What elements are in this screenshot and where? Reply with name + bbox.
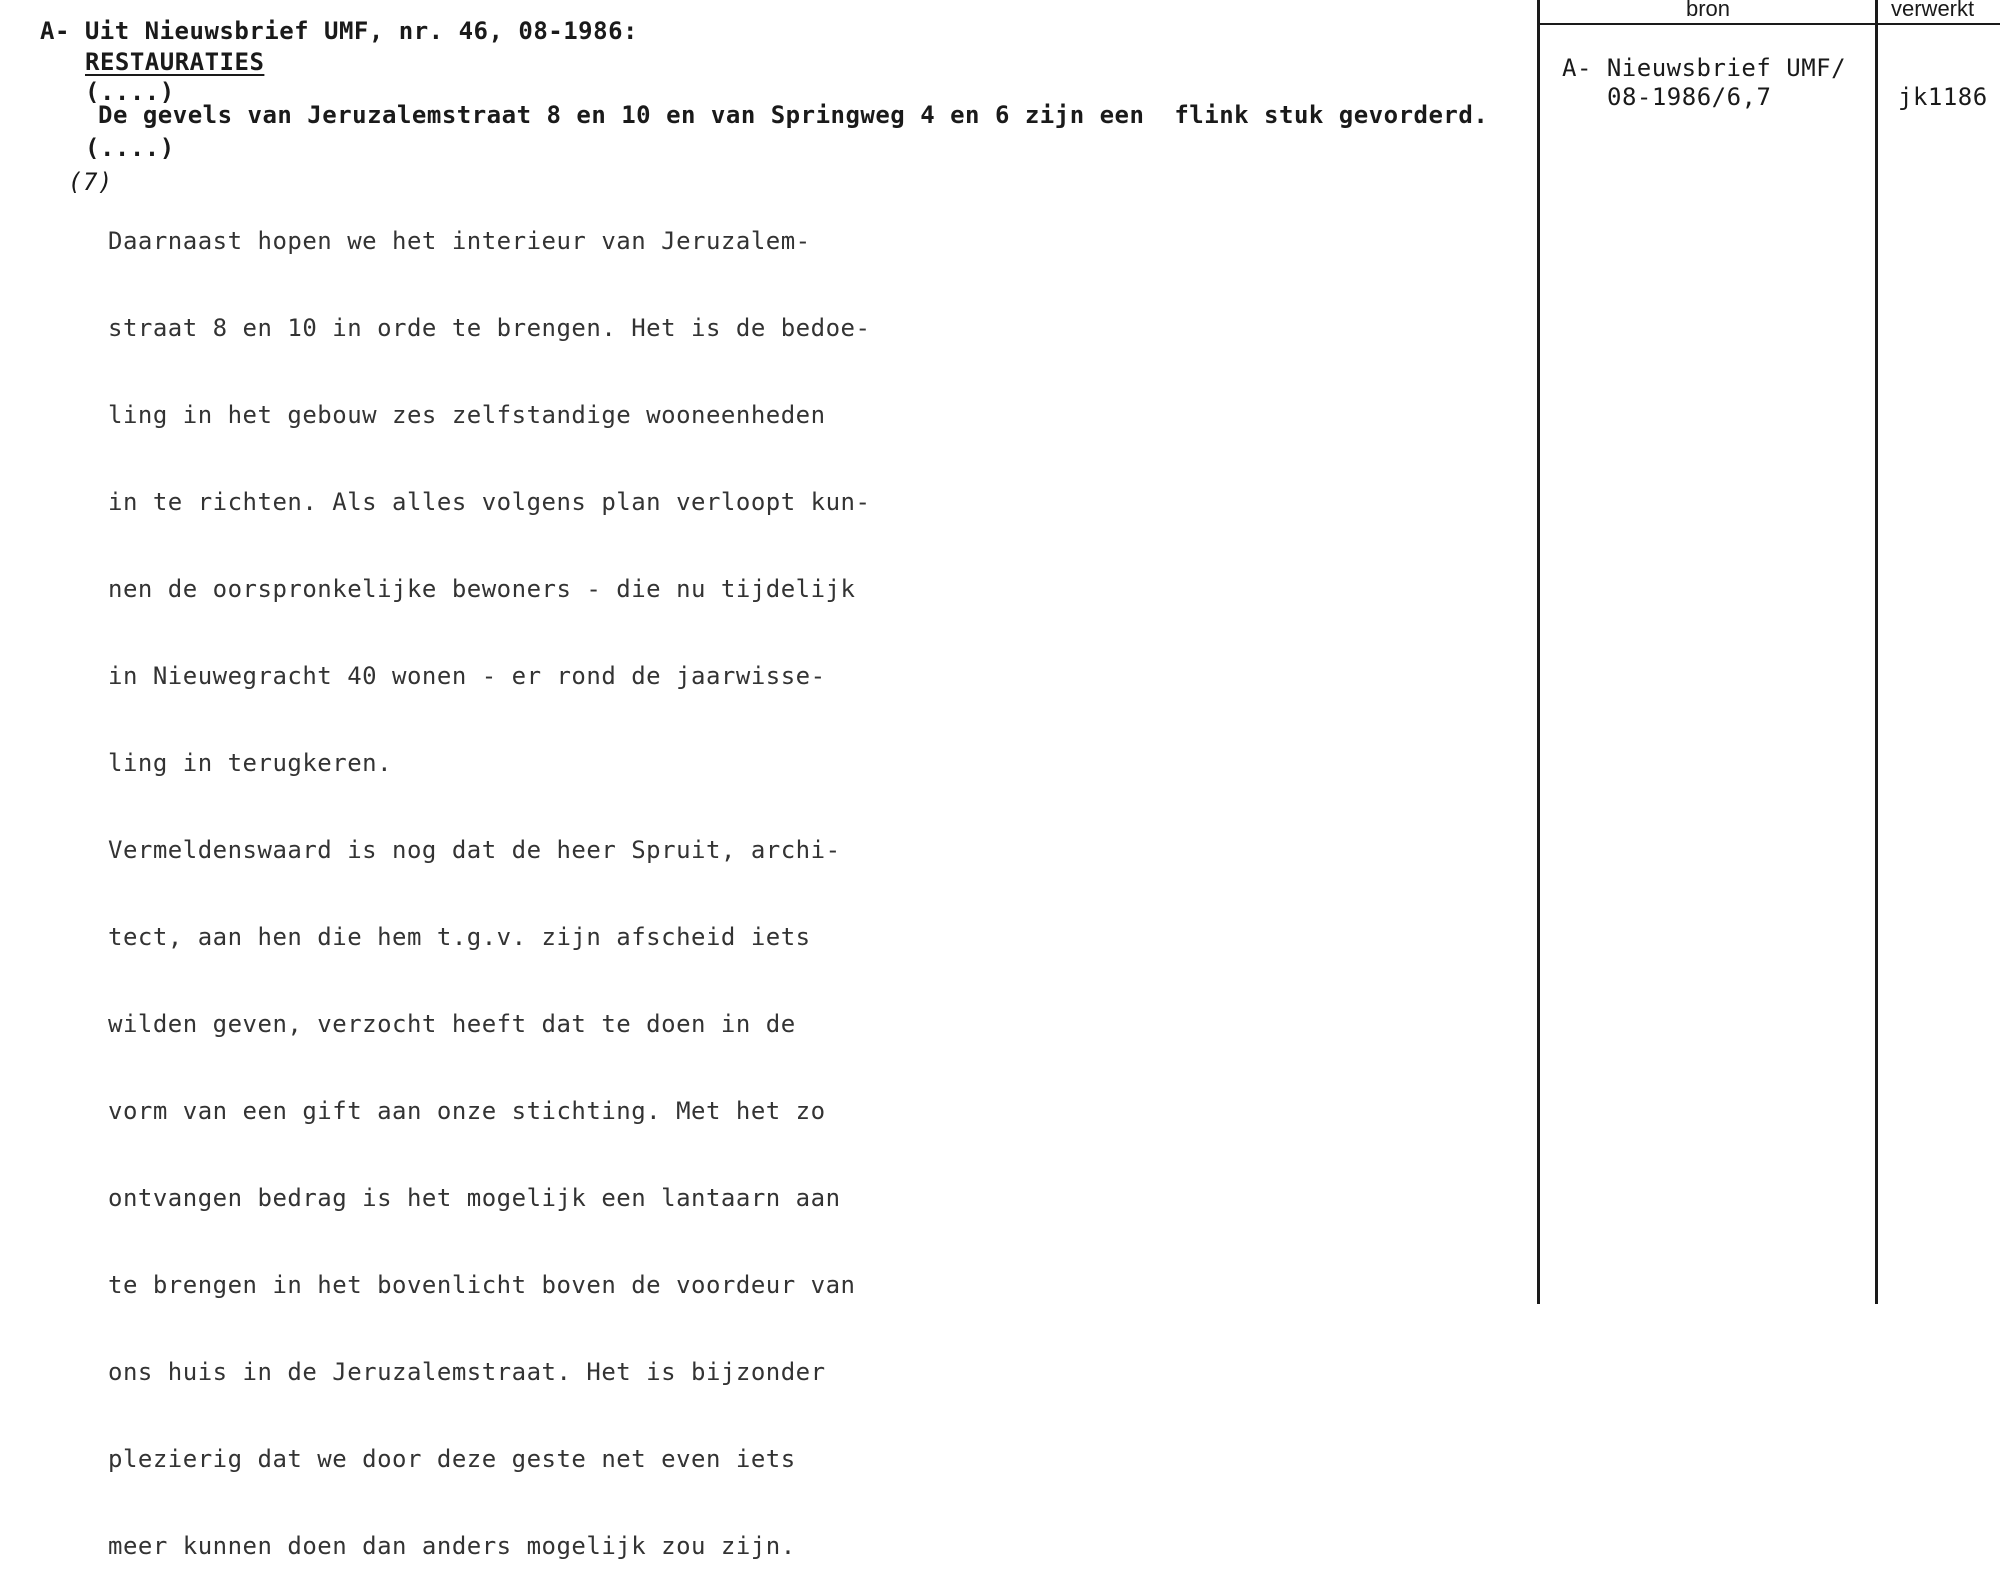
body-line: in Nieuwegracht 40 wonen - er rond de jaarwisse- [108, 662, 826, 690]
body-line: nen de oorspronkelijke bewoners - die nu tijdelijk [108, 575, 856, 603]
source-column-left-rule [1537, 0, 1540, 1304]
body-line: plezierig dat we door deze geste net even iets [108, 1445, 796, 1473]
body-line: straat 8 en 10 in orde te brengen. Het is de bedoe- [108, 314, 871, 342]
body-line: Daarnaast hopen we het interieur van Jeruzalem- [108, 227, 811, 255]
source-reference-line-1: A- Nieuwsbrief UMF/ [1562, 54, 1847, 82]
processed-column-header: verwerkt [1891, 0, 1975, 21]
body-line: meer kunnen doen dan anders mogelijk zou zijn. [108, 1532, 796, 1560]
body-line: ling in terugkeren. [108, 749, 393, 777]
ellipsis-marker-2: (....) [85, 134, 175, 162]
facade-progress-line: De gevels van Jeruzalemstraat 8 en 10 en van Springweg 4 en 6 zijn een flink stuk gevorderd. [98, 101, 1489, 129]
body-line: te brengen in het bovenlicht boven de voordeur van [108, 1271, 856, 1299]
body-line: ons huis in de Jeruzalemstraat. Het is bijzonder [108, 1358, 826, 1386]
body-line: in te richten. Als alles volgens plan verloopt kun- [108, 488, 871, 516]
body-line: ling in het gebouw zes zelfstandige wooneenheden [108, 401, 826, 429]
processed-column-left-rule [1875, 0, 1878, 1304]
section-title: RESTAURATIES [85, 48, 265, 76]
body-line: ontvangen bedrag is het mogelijk een lantaarn aan [108, 1184, 841, 1212]
source-reference-line-2: 08-1986/6,7 [1607, 83, 1772, 111]
article-body [108, 169, 870, 1590]
entry-heading: A- Uit Nieuwsbrief UMF, nr. 46, 08-1986: [40, 17, 638, 45]
body-line: Vermeldenswaard is nog dat de heer Spruit, archi- [108, 836, 841, 864]
source-column-header: bron [1686, 0, 1731, 21]
header-underline-rule [1538, 23, 2000, 25]
body-line: tect, aan hen die hem t.g.v. zijn afscheid iets [108, 923, 811, 951]
ellipsis-marker-1: (....) [85, 78, 175, 106]
body-line: wilden geven, verzocht heeft dat te doen in de [108, 1010, 796, 1038]
page-reference-mark: (7) [68, 168, 113, 196]
processed-code: jk1186 [1898, 83, 1988, 111]
body-line: vorm van een gift aan onze stichting. Met het zo [108, 1097, 826, 1125]
